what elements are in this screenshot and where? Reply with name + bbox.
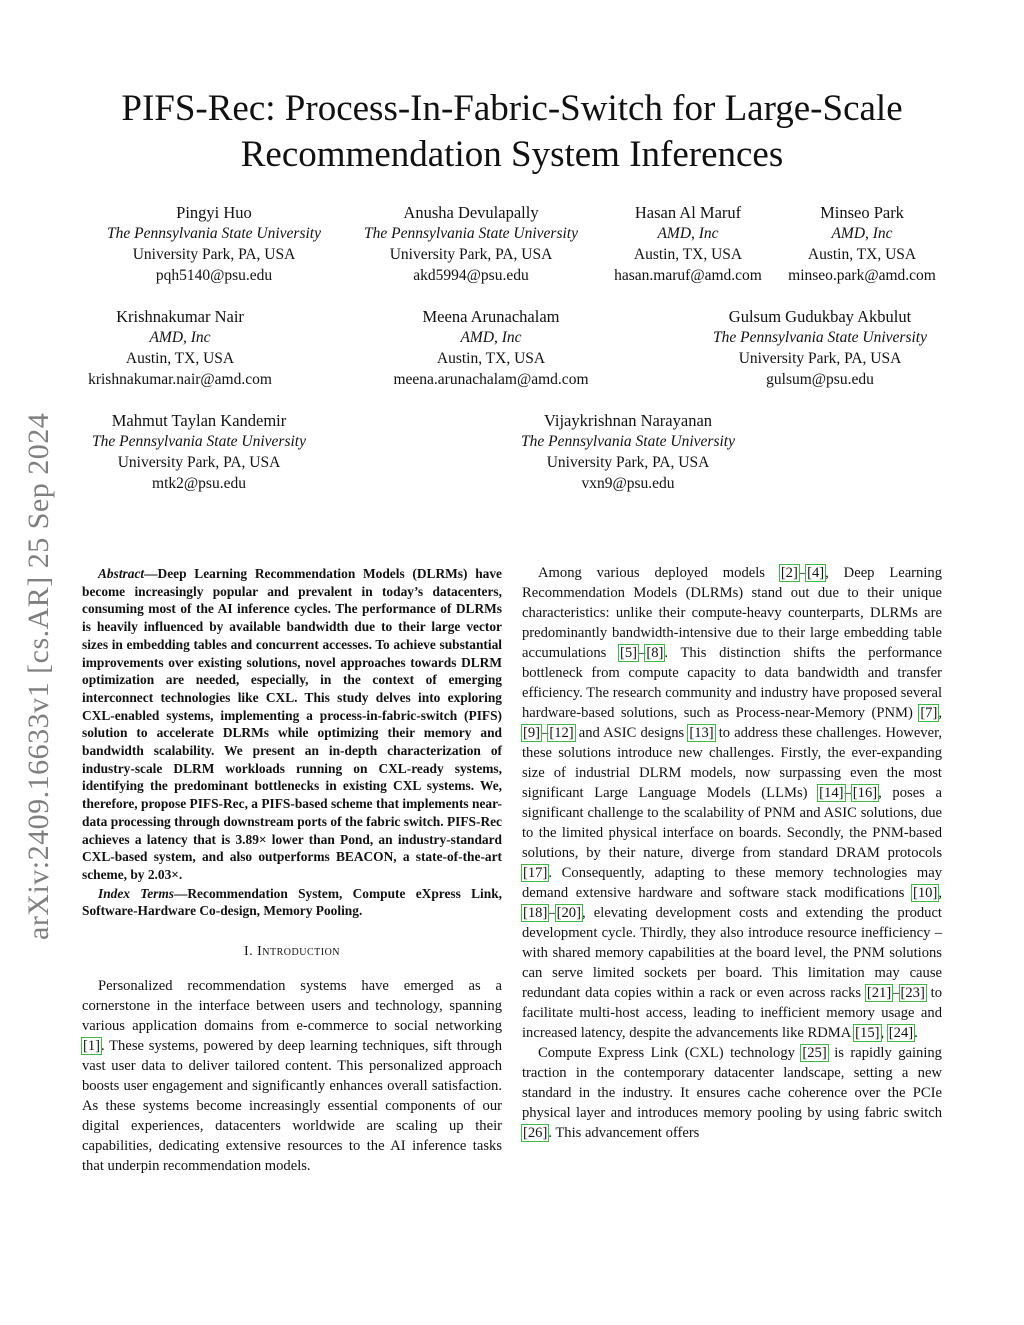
left-column	[82, 565, 502, 1176]
author-email[interactable]: mtk2@psu.edu	[152, 475, 246, 492]
text-run: to address these challenges. However, these solutions introduce new challenges. Firstly, the ever-expanding size of industrial DLRM models, now surpassing even the most significant Large Language Models (LLMs)	[522, 725, 943, 801]
author-location: Austin, TX, USA	[436, 350, 546, 367]
citation-link[interactable]: [25]	[802, 1045, 827, 1061]
text-run: . This distinction shifts the performance bottleneck from compute capacity to data bandwidth and transfer efficiency. The research community and industry have proposed several hardware-based solutions, such as Process-near-Memory (PNM)	[522, 645, 942, 721]
section-number: I.	[243, 944, 254, 960]
author-block	[605, 202, 771, 286]
text-run: , Deep Learning Recommendation Models (DLRMs) stand out due to their unique characteristics: unlike their compute-heavy counterparts, DLRMs are predominantly bandwidth-intensive due to their large embedding table accumulations	[522, 565, 942, 661]
author-location: Austin, TX, USA	[633, 246, 743, 263]
author-affiliation: The Pennsylvania State University	[107, 225, 321, 242]
author-email[interactable]: vxn9@psu.edu	[581, 475, 675, 492]
index-terms-text: —Recommendation System, Compute eXpress Link, Software-Hardware Co-design, Memory Pooling.	[82, 885, 502, 919]
author-name: Gulsum Gudukbay Akbulut	[728, 307, 912, 326]
author-affiliation: The Pennsylvania State University	[713, 329, 927, 346]
text-run: ,	[938, 705, 942, 721]
author-email[interactable]: meena.arunachalam@amd.com	[393, 371, 589, 388]
citation-link[interactable]: [13]	[689, 725, 714, 741]
text-run: . These systems, powered by deep learning techniques, sift through vast user data to deliver tailored content. This personalized approach boosts user engagement and significantly enhances overall satisfaction. As these systems become increasingly essential components of our digital experiences, datacenters worldwide are scaling up their capabilities, dedicating extensive resources to the AI inference tasks that underpin recommendation models.	[82, 1038, 502, 1175]
author-email[interactable]: gulsum@psu.edu	[766, 371, 874, 388]
author-affiliation: AMD, Inc	[460, 329, 522, 346]
citation-link[interactable]: [20]	[556, 905, 581, 921]
text-run: –	[798, 565, 807, 581]
author-email[interactable]: akd5994@psu.edu	[413, 267, 529, 284]
author-location: Austin, TX, USA	[807, 246, 917, 263]
citation-link[interactable]: [16]	[852, 785, 878, 801]
author-email[interactable]: hasan.maruf@amd.com	[614, 267, 762, 284]
text-run: . This advancement offers	[548, 1125, 700, 1141]
author-affiliation: The Pennsylvania State University	[364, 225, 578, 242]
author-affiliation: The Pennsylvania State University	[92, 433, 306, 450]
text-run: –	[548, 905, 556, 921]
author-location: University Park, PA, USA	[132, 246, 296, 263]
author-name: Mahmut Taylan Kandemir	[111, 411, 287, 430]
citation-link[interactable]: [23]	[900, 985, 925, 1001]
author-block	[700, 306, 940, 390]
text-run: is rapidly gaining traction in the contemporary datacenter landscape, setting a new standard in the industry. It ensures cache coherence over the PCIe physical layer and introduces memory pooling by using fabric switch	[522, 1045, 942, 1121]
intro-paragraph	[82, 976, 502, 1176]
author-name: Meena Arunachalam	[422, 307, 560, 326]
author-name: Pingyi Huo	[176, 203, 252, 222]
author-name: Krishnakumar Nair	[116, 307, 244, 326]
abstract-label: Abstract	[98, 566, 145, 581]
right-column	[522, 563, 942, 1143]
text-run: Among various deployed models	[538, 565, 780, 581]
text-run: and ASIC designs	[574, 725, 689, 741]
text-run: to facilitate multi-host access, leading to inefficient memory usage and increased latency, despite the advancements like RDMA	[522, 985, 943, 1041]
arxiv-identifier[interactable]: arXiv:2409.16633v1 [cs.AR] 25 Sep 2024	[22, 412, 55, 940]
text-run: Compute Express Link (CXL) technology	[538, 1045, 802, 1061]
abstract-text: —Deep Learning Recommendation Models (DLRMs) have become increasingly popular and prevalent in today’s datacenters, consuming most of the AI inference cycles. The performance of DLRMs is heavily influenced by available bandwidth due to their large vector sizes in embedding tables and concurrent accesses. To achieve substantial improvements over existing solutions, novel approaches towards DLRM optimization are needed, especially, in the context of emerging interconnect technologies like CXL. This study delves into exploring CXL-enabled systems, implementing a process-in-fabric-switch (PIFS) solution to accelerate DLRMs while optimizing their memory and bandwidth scalability. We present an in-depth characterization of industry-scale DLRM workloads running on CXL-ready systems, identifying the predominant bottlenecks in existing CXL systems. We, therefore, propose PIFS-Rec, a PIFS-based scheme that implements near-data processing through downstream ports of the fabric switch. PIFS-Rec achieves a latency that is 3.89× lower than Pond, an industry-standard CXL-based system, and also outperforms BEACON, a state-of-the-art scheme, by 2.03×.	[82, 566, 502, 882]
text-run: –	[892, 985, 900, 1001]
author-name: Anusha Devulapally	[403, 203, 539, 222]
author-block	[78, 306, 282, 390]
citation-link[interactable]: [21]	[866, 985, 892, 1001]
index-terms-label: Index Terms	[98, 885, 174, 901]
citation-link[interactable]: [10]	[913, 885, 938, 901]
text-run: Personalized recommendation systems have emerged as a cornerstone in the interface between users and technology, spanning various application domains from e-commerce to social networking	[82, 978, 502, 1035]
text-run: ,	[938, 885, 942, 901]
author-affiliation: AMD, Inc	[657, 225, 719, 242]
citation-link[interactable]: [8]	[646, 645, 664, 661]
citation-link[interactable]: [12]	[549, 725, 574, 741]
author-block	[80, 410, 318, 494]
paper-title	[60, 86, 964, 178]
author-block	[508, 410, 748, 494]
author-email[interactable]: pqh5140@psu.edu	[155, 267, 273, 284]
title-line-1: PIFS-Rec: Process-In-Fabric-Switch for Large-Scale	[121, 88, 903, 129]
author-location: Austin, TX, USA	[125, 350, 235, 367]
text-run: –	[541, 725, 549, 741]
citation-link[interactable]: [15]	[855, 1025, 880, 1041]
section-heading	[82, 942, 502, 962]
author-affiliation: AMD, Inc	[831, 225, 893, 242]
author-block	[384, 306, 598, 390]
author-name: Minseo Park	[820, 203, 904, 222]
citation-link[interactable]: [17]	[523, 865, 548, 881]
citation-link[interactable]: [1]	[83, 1038, 101, 1055]
text-run: –	[638, 645, 646, 661]
author-location: University Park, PA, USA	[389, 246, 553, 263]
citation-link[interactable]: [9]	[523, 725, 541, 741]
author-name: Hasan Al Maruf	[634, 203, 742, 222]
citation-link[interactable]: [4]	[807, 565, 825, 581]
text-run: . Consequently, adapting to these memory technologies may demand extensive hardware and software stack modifications	[522, 865, 942, 901]
index-terms	[82, 885, 502, 920]
text-run: , poses a significant challenge to the scalability of PNM and ASIC solutions, due to the limited physical interface on boards. Secondly, the PNM-based solutions, by their nature, diverge from standard DRAM protocols	[522, 785, 942, 861]
author-email[interactable]: minseo.park@amd.com	[788, 267, 936, 284]
citation-link[interactable]: [26]	[523, 1125, 548, 1141]
citation-link[interactable]: [7]	[920, 705, 938, 721]
author-name: Vijaykrishnan Narayanan	[543, 411, 713, 430]
body-paragraph	[522, 563, 942, 1043]
citation-link[interactable]: [5]	[620, 645, 638, 661]
author-affiliation: AMD, Inc	[149, 329, 211, 346]
text-run: –	[844, 785, 852, 801]
citation-link[interactable]: [24]	[888, 1025, 914, 1041]
citation-link[interactable]: [18]	[523, 905, 548, 921]
author-block	[352, 202, 590, 286]
text-run: .	[914, 1025, 918, 1041]
author-location: University Park, PA, USA	[117, 454, 281, 471]
author-affiliation: The Pennsylvania State University	[521, 433, 735, 450]
section-title: Introduction	[257, 944, 341, 960]
author-email[interactable]: krishnakumar.nair@amd.com	[88, 371, 272, 388]
author-location: University Park, PA, USA	[738, 350, 902, 367]
author-block	[98, 202, 330, 286]
text-run: , elevating development costs and extending the product development cycle. Thirdly, they also introduce resource inefficiency – with shared memory capabilities at the board level, the PNM solutions can serve limited sockets per board. This limitation may cause redundant data copies within a rack or even across racks	[522, 905, 942, 1001]
citation-link[interactable]: [14]	[819, 785, 844, 801]
author-block	[778, 202, 946, 286]
title-line-2: Recommendation System Inferences	[240, 134, 784, 175]
text-run: ,	[880, 1025, 888, 1041]
citation-link[interactable]: [2]	[780, 565, 798, 581]
author-location: University Park, PA, USA	[546, 454, 710, 471]
body-paragraph	[522, 1043, 942, 1143]
abstract	[82, 565, 502, 884]
